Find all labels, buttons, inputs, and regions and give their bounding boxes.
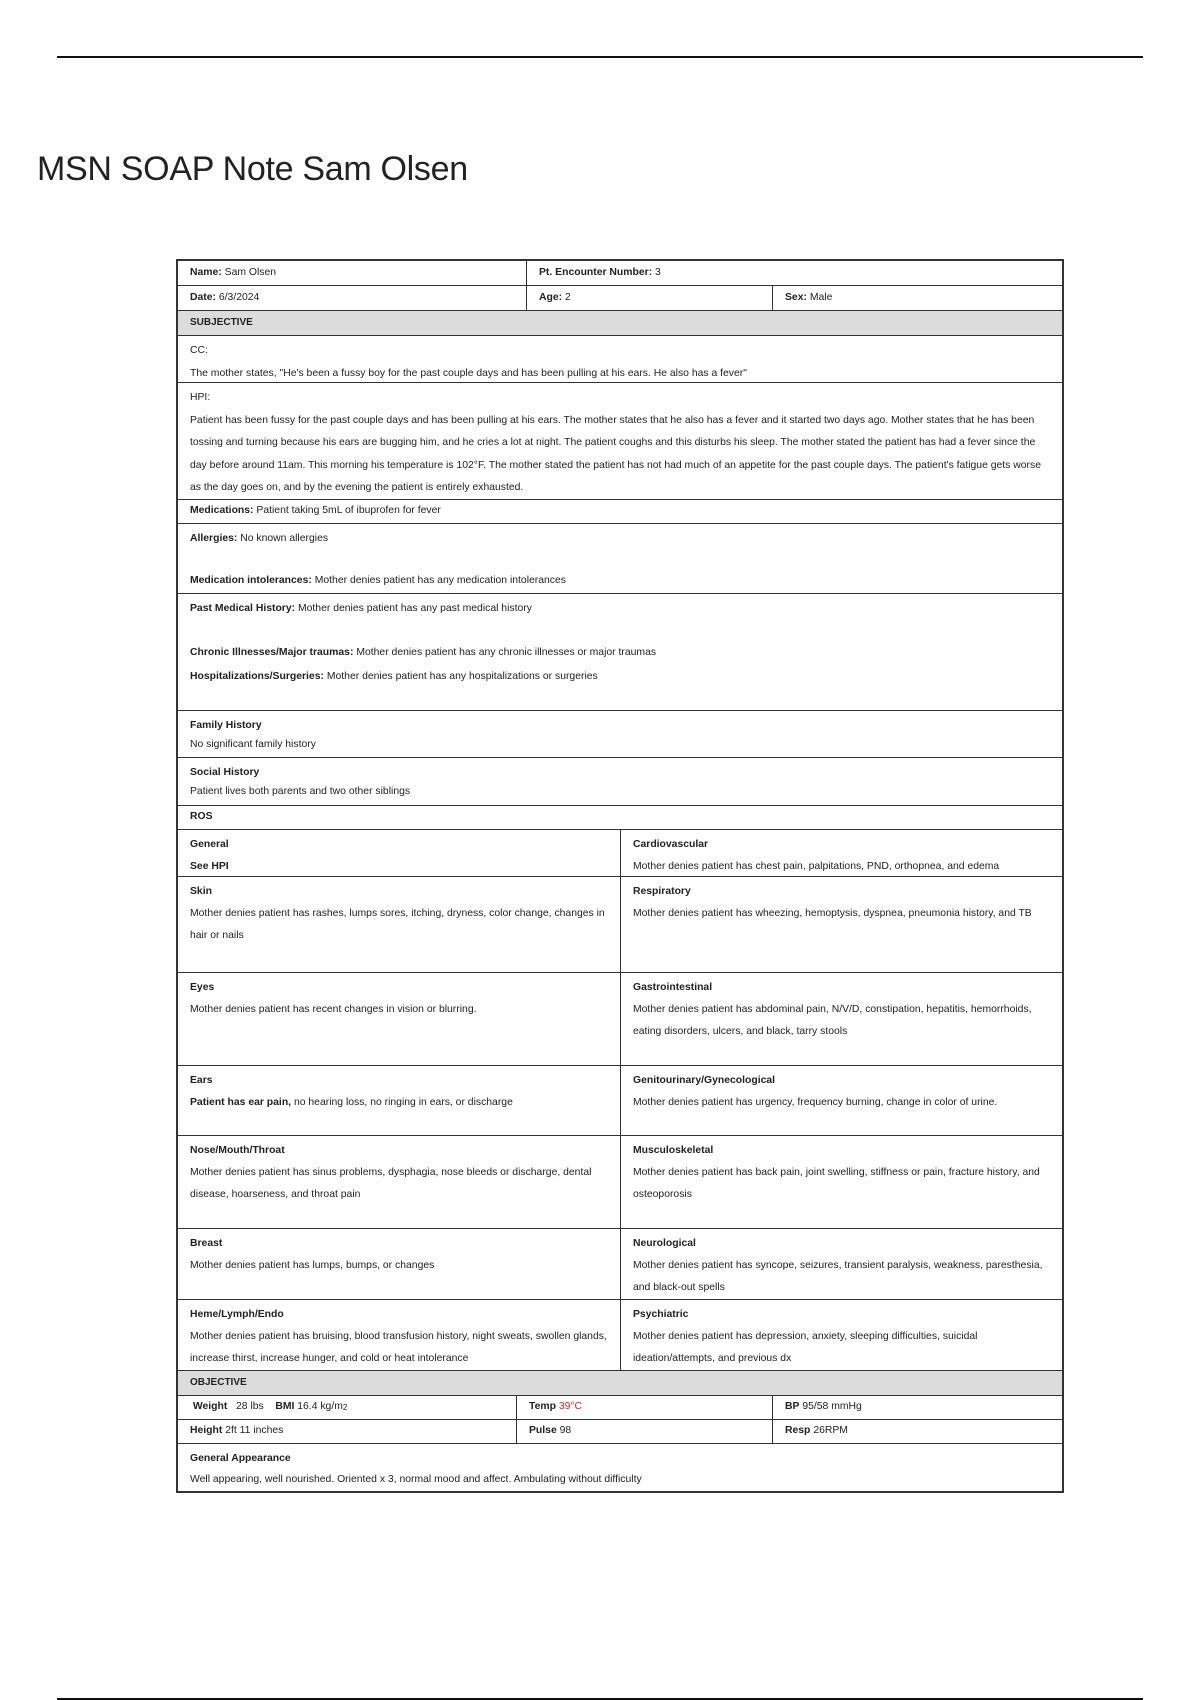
general-appearance-label: General Appearance [190,1453,291,1464]
pulse-value: 98 [559,1425,572,1437]
ros-cardio-label: Cardiovascular [633,839,709,850]
ros-row-1 [178,830,1062,877]
ros-cardiovascular [620,830,1062,876]
age-cell [526,286,772,310]
subjective-heading: SUBJECTIVE [178,311,1062,336]
pulse-cell [516,1420,772,1443]
ros-row-4 [178,1066,1062,1136]
name-value: Sam Olsen [224,266,277,278]
ros-gu-label: Genitourinary/Gynecological [633,1075,776,1086]
weight-label: Weight [192,1401,228,1413]
cc-text: The mother states, "He's been a fussy boy for the past couple days and has been pulling at his ears. He also has a fever" [190,367,747,379]
ros-heme-label: Heme/Lymph/Endo [190,1309,284,1320]
ros-respiratory [620,877,1062,972]
intolerances-label: Medication intolerances: [190,575,312,587]
temp-label: Temp [529,1401,556,1413]
ros-psychiatric [620,1300,1062,1370]
social-history-label: Social History [190,767,260,778]
chronic-label: Chronic Illnesses/Major traumas: [190,647,354,659]
hosp-label: Hospitalizations/Surgeries: [190,670,324,682]
family-history-value: No significant family history [190,738,316,750]
sex-label: Sex: [785,291,807,303]
ros-breast [178,1229,620,1299]
family-history-block [178,711,1062,758]
bp-cell [772,1396,1062,1419]
temp-value: 39°C [558,1401,583,1413]
ros-cardio-value: Mother denies patient has chest pain, palpitations, PND, orthopnea, and edema [633,861,1000,872]
ros-ears-value: no hearing loss, no ringing in ears, or discharge [291,1097,513,1108]
header-row-1 [178,261,1062,286]
ros-resp-value: Mother denies patient has wheezing, hemoptysis, dyspnea, pneumonia history, and TB [633,908,1032,919]
date-value: 6/3/2024 [218,291,260,303]
allergies-value: No known allergies [240,533,329,544]
pmh-label: Past Medical History: [190,603,296,614]
ros-row-6 [178,1229,1062,1300]
hpi-block [178,383,1062,500]
social-history-block [178,758,1062,806]
resp-value: 26RPM [813,1425,848,1437]
cc-block [178,336,1062,383]
ros-ears-label: Ears [190,1075,213,1086]
allergies-block [178,524,1062,594]
vitals-row-1 [178,1396,1062,1420]
header-row-2 [178,286,1062,311]
name-cell [178,261,526,285]
name-label: Name: [190,266,222,278]
general-appearance-block [178,1444,1062,1491]
document-title: MSN SOAP Note Sam Olsen [37,150,468,188]
pmh-value: Mother denies patient has any past medical history [297,603,532,614]
ros-breast-value: Mother denies patient has lumps, bumps, or changes [190,1260,435,1271]
ros-msk-value: Mother denies patient has back pain, joint swelling, stiffness or pain, fracture history, and osteoporosis [633,1167,1040,1200]
encounter-label: Pt. Encounter Number: [539,266,653,278]
social-history-value: Patient lives both parents and two other siblings [190,785,411,797]
ros-gastrointestinal [620,973,1062,1065]
ros-neuro-value: Mother denies patient has syncope, seizures, transient paralysis, weakness, paresthesia, and black-out spells [633,1260,1043,1293]
ros-musculoskeletal [620,1136,1062,1228]
allergies-label: Allergies: [190,533,238,544]
sex-cell [772,286,1062,310]
ros-psych-label: Psychiatric [633,1309,689,1320]
ros-nose-label: Nose/Mouth/Throat [190,1145,285,1156]
ros-ears-bold: Patient has ear pain, [190,1097,292,1108]
weight-value: 28 lbs [236,1401,264,1413]
temp-cell [516,1396,772,1419]
medications-value: Patient taking 5mL of ibuprofen for fever [256,505,441,517]
cc-label: CC: [190,345,208,356]
ros-eyes-label: Eyes [190,982,215,993]
ros-eyes-value: Mother denies patient has recent changes in vision or blurring. [190,1004,477,1015]
ros-eyes [178,973,620,1065]
medications-label: Medications: [190,505,254,517]
height-value: 2ft 11 inches [225,1425,284,1437]
bp-label: BP [785,1401,800,1413]
bp-value: 95/58 mmHg [802,1401,862,1413]
age-label: Age: [539,291,563,303]
ros-row-7 [178,1300,1062,1371]
general-appearance-value: Well appearing, well nourished. Oriented x 3, normal mood and affect. Ambulating without difficulty [190,1473,642,1485]
hosp-value: Mother denies patient has any hospitalizations or surgeries [326,670,598,682]
ros-breast-label: Breast [190,1238,223,1249]
family-history-label: Family History [190,720,262,731]
ros-skin-label: Skin [190,886,212,897]
pulse-label: Pulse [529,1425,557,1437]
hpi-text: Patient has been fussy for the past couple days and has been pulling at his ears. The mother states that he also has a fever and it started two days ago. Mother states that he has been tossing and turning because his ears are bugging him, and he cries a lot at night. The patient coughs and this disturbs his sleep. The mother stated the patient has had a fever since the day before around 11am. This morning his temperature is 102°F. The mother stated the patient has not had much of an appetite for the past couple days. The patient's fatigue gets worse as the day goes on, and by the evening the patient is entirely exhausted. [190,414,1041,493]
bmi-superscript: 2 [342,1402,348,1412]
height-cell [178,1420,516,1443]
ros-gi-value: Mother denies patient has abdominal pain, N/V/D, constipation, hepatitis, hemorrhoids, eating disorders, ulcers, and black, tarry stools [633,1004,1032,1037]
ros-msk-label: Musculoskeletal [633,1145,714,1156]
top-rule [57,56,1143,58]
ros-gu-value: Mother denies patient has urgency, frequency burning, change in color of urine. [633,1097,998,1108]
ros-general [178,830,620,876]
ros-genitourinary [620,1066,1062,1135]
height-label: Height [190,1425,223,1437]
ros-psych-value: Mother denies patient has depression, anxiety, sleeping difficulties, suicidal ideation/attempts, and previous dx [633,1331,978,1364]
ros-heading: ROS [178,806,1062,830]
resp-cell [772,1420,1062,1443]
ros-ears [178,1066,620,1135]
ros-row-3 [178,973,1062,1066]
ros-resp-label: Respiratory [633,886,691,897]
sex-value: Male [809,291,833,303]
objective-heading: OBJECTIVE [178,1371,1062,1396]
hpi-label: HPI: [190,392,211,403]
weight-bmi-cell [178,1396,516,1419]
ros-general-label: General [190,839,229,850]
bmi-value: 16.4 kg/m [297,1401,343,1413]
intolerances-value: Mother denies patient has any medication intolerances [314,575,566,587]
vitals-row-2 [178,1420,1062,1444]
ros-neurological [620,1229,1062,1299]
ros-heme-value: Mother denies patient has bruising, blood transfusion history, night sweats, swollen glands, increase thirst, increase hunger, and cold or heat intolerance [190,1331,607,1364]
resp-label: Resp [785,1425,811,1437]
ros-general-value: See HPI [190,861,229,872]
bmi-label: BMI [275,1401,295,1413]
ros-nose-mouth-throat [178,1136,620,1228]
pmh-block [178,594,1062,711]
ros-heme-lymph-endo [178,1300,620,1370]
ros-nose-value: Mother denies patient has sinus problems, dysphagia, nose bleeds or discharge, dental disease, hoarseness, and throat pain [190,1167,592,1200]
ros-gi-label: Gastrointestinal [633,982,713,993]
ros-row-2 [178,877,1062,973]
date-label: Date: [190,291,216,303]
encounter-cell [526,261,1062,285]
encounter-value: 3 [655,266,661,278]
ros-neuro-label: Neurological [633,1238,696,1249]
soap-note-form [176,259,1064,1493]
ros-skin [178,877,620,972]
ros-skin-value: Mother denies patient has rashes, lumps sores, itching, dryness, color change, changes in hair or nails [190,908,605,941]
date-cell [178,286,526,310]
medications-block [178,500,1062,524]
chronic-value: Mother denies patient has any chronic illnesses or major traumas [356,647,657,659]
age-value: 2 [564,291,571,303]
ros-row-5 [178,1136,1062,1229]
